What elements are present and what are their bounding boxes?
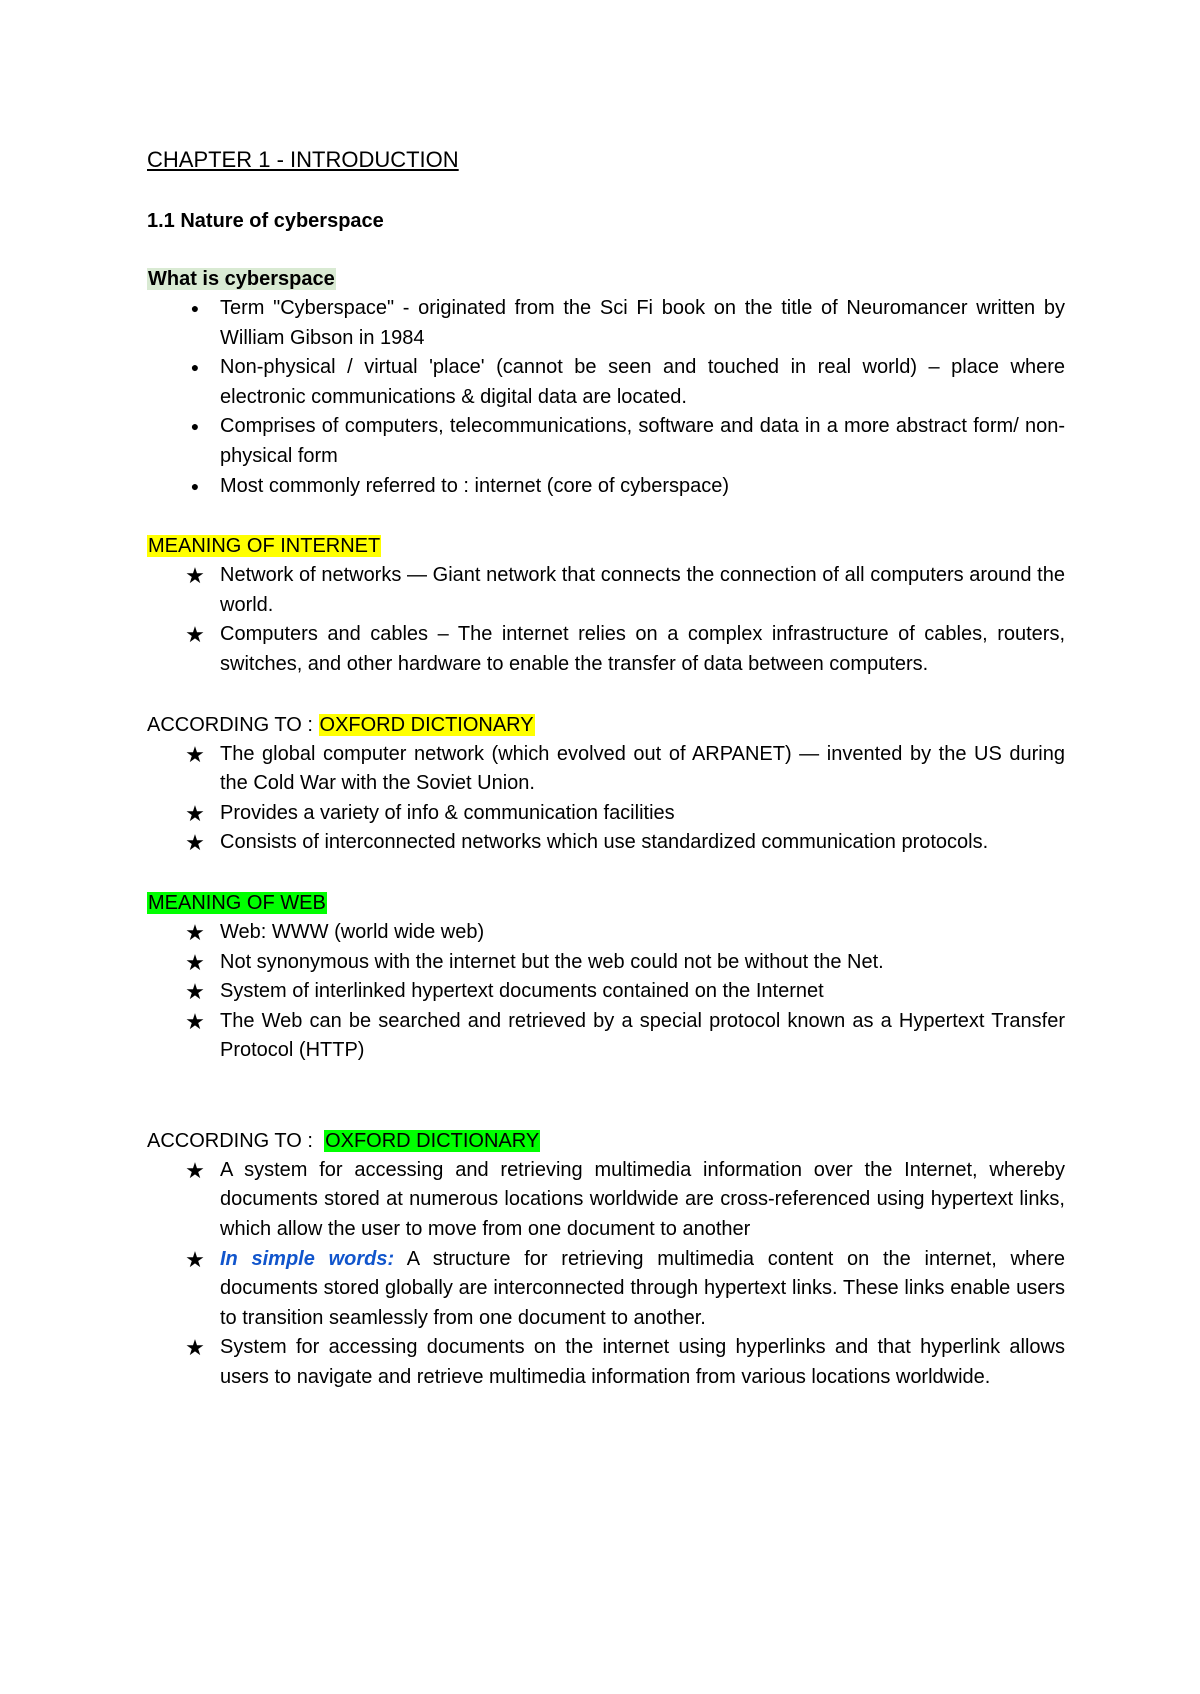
list-item (147, 828, 1065, 858)
internet-list (147, 561, 1065, 679)
oxford-internet-prefix: ACCORDING TO : (147, 713, 319, 736)
star-icon: ★ (185, 830, 205, 856)
oxford-web-source: OXFORD DICTIONARY (325, 1129, 540, 1152)
list-item-text: Consists of interconnected networks which use standardized communication protocols. (220, 831, 989, 854)
cyberspace-list (147, 294, 1065, 501)
list-item-text: The Web can be searched and retrieved by a special protocol known as a Hypertext Transfer Protocol (HTTP) (220, 1009, 1065, 1062)
list-item (147, 1007, 1065, 1066)
list-item (147, 918, 1065, 948)
list-item (147, 472, 1065, 502)
list-item (147, 1156, 1065, 1245)
simple-words-emphasis: In simple words: (220, 1247, 395, 1270)
oxford-web-prefix: ACCORDING TO : (147, 1129, 325, 1152)
cyberspace-heading-text: What is cyberspace (148, 268, 335, 290)
bullet-dot-icon: ● (190, 418, 200, 435)
oxford-internet-list (147, 740, 1065, 858)
oxford-internet-source: OXFORD DICTIONARY (319, 713, 534, 736)
list-item (147, 1245, 1065, 1334)
star-icon: ★ (185, 919, 205, 945)
web-list (147, 918, 1065, 1066)
list-item (147, 948, 1065, 978)
star-icon: ★ (185, 622, 205, 648)
bullet-dot-icon: ● (190, 477, 200, 494)
star-icon: ★ (185, 949, 205, 975)
list-item-text: Non-physical / virtual 'place' (cannot be seen and touched in real world) – place where electronic communications & digital data are located. (220, 356, 1065, 408)
list-item (147, 561, 1065, 620)
list-item-text: Not synonymous with the internet but the web could not be without the Net. (220, 950, 884, 973)
list-item-text: Term "Cyberspace" - originated from the Sci Fi book on the title of Neuromancer written by William Gibson in 1984 (220, 297, 1065, 349)
list-item-text: Computers and cables – The internet relies on a complex infrastructure of cables, routers, switches, and other hardware to enable the transfer of data between computers. (220, 623, 1065, 675)
oxford-internet-heading (147, 710, 1065, 740)
chapter-title: CHAPTER 1 - INTRODUCTION (147, 147, 459, 172)
list-item (147, 977, 1065, 1007)
bullet-dot-icon: ● (190, 359, 200, 376)
list-item (147, 799, 1065, 829)
blank-line (147, 1096, 1065, 1126)
web-heading-text: MEANING OF WEB (148, 891, 326, 914)
list-item (147, 353, 1065, 412)
list-item-text: Provides a variety of info & communication facilities (220, 801, 675, 824)
cyberspace-heading (147, 264, 1065, 294)
list-item (147, 1333, 1065, 1392)
star-icon: ★ (185, 1157, 205, 1183)
star-icon: ★ (185, 800, 205, 826)
list-item-text: The global computer network (which evolved out of ARPANET) — invented by the US during the Cold War with the Soviet Union. (220, 742, 1065, 795)
section-title: 1.1 Nature of cyberspace (147, 210, 384, 232)
list-item-text: Web: WWW (world wide web) (220, 920, 485, 943)
list-item-text: System for accessing documents on the internet using hyperlinks and that hyperlink allows users to navigate and retrieve multimedia information from various locations worldwide. (220, 1336, 1065, 1389)
internet-heading (147, 531, 1065, 561)
list-item-text: System of interlinked hypertext documents contained on the Internet (220, 980, 824, 1003)
list-item (147, 412, 1065, 471)
list-item-text: A system for accessing and retrieving multimedia information over the Internet, whereby documents stored at numerous locations worldwide are cross-referenced using hypertext links, which allow the user to move from one document to another (220, 1158, 1065, 1241)
star-icon: ★ (185, 741, 205, 767)
list-item-text: Most commonly referred to : internet (core of cyberspace) (220, 474, 730, 497)
star-icon: ★ (185, 1335, 205, 1361)
star-icon: ★ (185, 563, 205, 589)
document-page (147, 146, 1065, 1423)
star-icon: ★ (185, 1008, 205, 1034)
internet-heading-text: MEANING OF INTERNET (148, 535, 381, 558)
list-item-text: Comprises of computers, telecommunications, software and data in a more abstract form/ non-physical form (220, 415, 1065, 467)
list-item-text: Network of networks — Giant network that connects the connection of all computers around the world. (220, 564, 1065, 616)
bullet-dot-icon: ● (190, 300, 200, 316)
star-icon: ★ (185, 1246, 205, 1272)
list-item (147, 740, 1065, 799)
list-item-text: A structure for retrieving multimedia content on the internet, where documents stored globally are interconnected through hypertext links. These links enable users to transition seamlessly from one document to another. (220, 1247, 1065, 1329)
oxford-web-list (147, 1156, 1065, 1393)
web-heading (147, 888, 1065, 918)
list-item (147, 294, 1065, 353)
list-item (147, 620, 1065, 679)
oxford-web-heading (147, 1126, 1065, 1156)
star-icon: ★ (185, 979, 205, 1005)
